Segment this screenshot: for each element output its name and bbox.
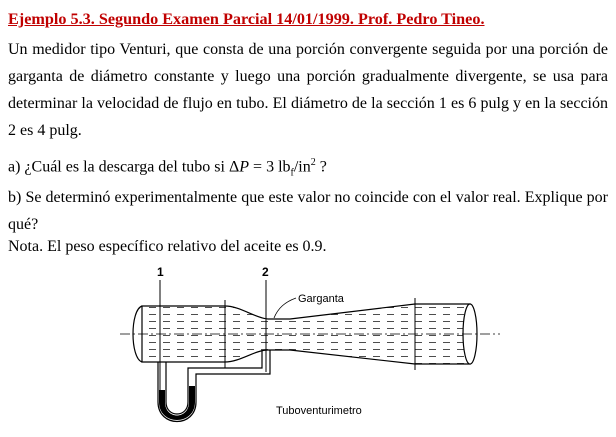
question-a-prefix: a) ¿Cuál es la descarga del tubo si xyxy=(8,158,225,176)
question-b: b) Se determinó experimentalmente que este valor no coincide con el valor real. Explique por qué? xyxy=(8,189,608,233)
question-a-var: P xyxy=(239,158,250,176)
problem-title: Ejemplo 5.3. Segundo Examen Parcial 14/01/1999. Prof. Pedro Tineo. xyxy=(8,10,485,28)
question-a-suffix: ? xyxy=(315,158,327,176)
note: Nota. El peso específico relativo del aceite es 0.9. xyxy=(8,238,327,255)
section-1-label: 1 xyxy=(157,265,164,279)
figure-caption: Tuboventurimetro xyxy=(276,405,362,417)
manometer-fluid xyxy=(159,386,195,420)
throat-label: Garganta xyxy=(298,293,344,305)
question-a-delta: Δ xyxy=(228,158,240,176)
question-a-sub: f xyxy=(290,167,294,179)
throat-leader xyxy=(274,298,296,318)
question-a-unit: /in xyxy=(293,158,311,176)
venturi-figure xyxy=(120,262,500,434)
question-a-sup: 2 xyxy=(310,157,316,168)
section-2-label: 2 xyxy=(262,265,269,279)
question-a xyxy=(8,157,327,179)
problem-statement: Un medidor tipo Venturi, que consta de una porción convergente seguida por una porción de garganta de diámetro constante y luego una porción gradualmente divergente, se usa para determinar la velocidad de flujo en tubo. El diámetro de la sección 1 es 6 pulg y en la sección 2 es 4 pulg. xyxy=(8,41,608,139)
question-a-eq: = 3 lb xyxy=(249,158,291,176)
